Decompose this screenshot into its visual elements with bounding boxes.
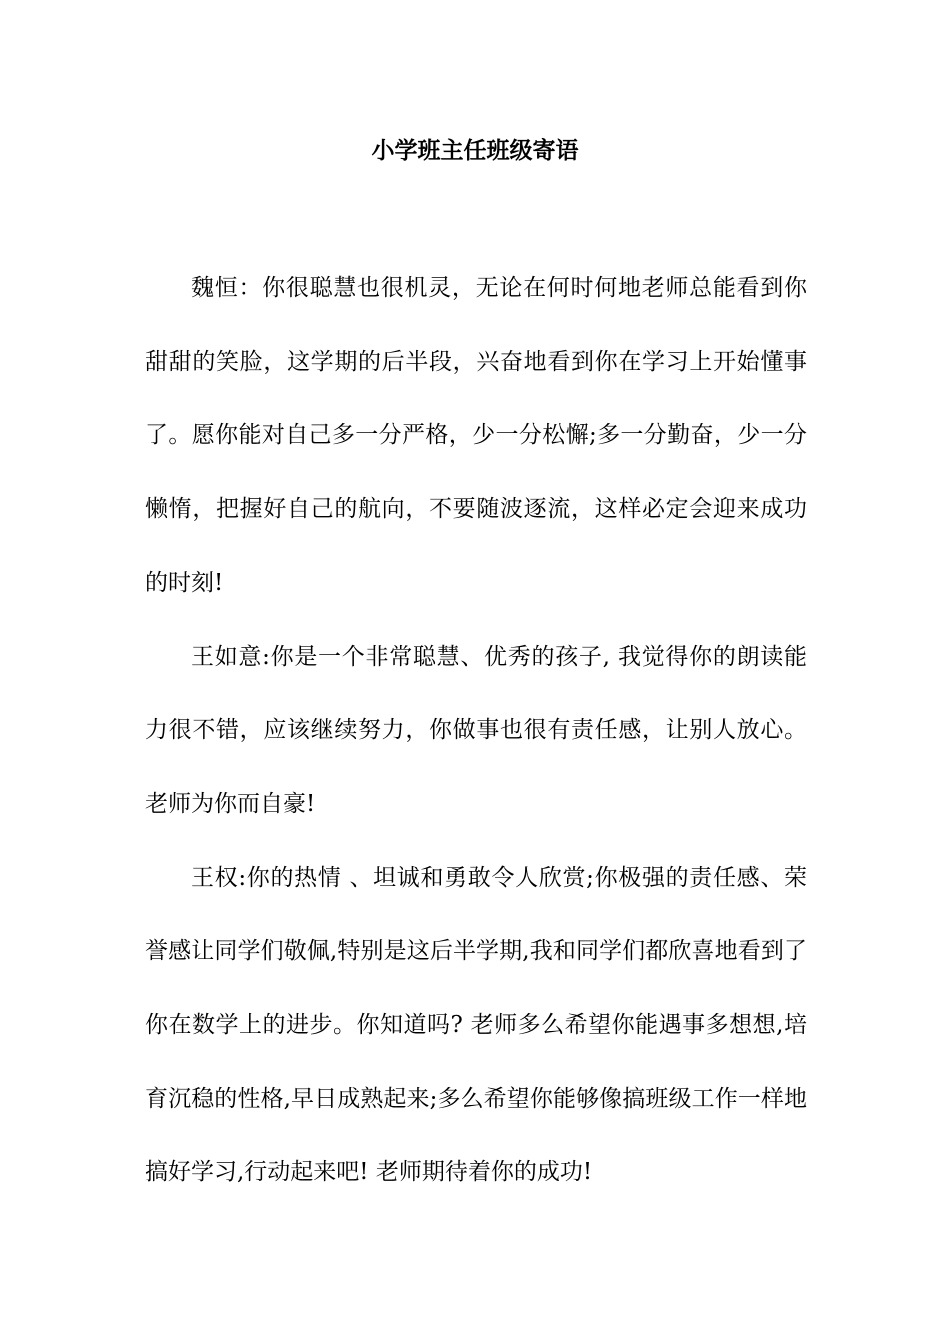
- paragraph-wang-quan: 王权:你的热情 、坦诚和勇敢令人欣赏;你极强的责任感、荣誉感让同学们敬佩,特别是这后半学期,我和同学们都欣喜地看到了你在数学上的进步。你知道吗? 老师多么希望你能遇事多想想,培育沉稳的性格,早日成熟起来;多么希望你能够像搞班级工作一样地搞好学习,行动起来吧! 老师期待着你的成功!: [145, 864, 807, 1186]
- paragraph-wei-heng: 魏恒：你很聪慧也很机灵，无论在何时何地老师总能看到你甜甜的笑脸，这学期的后半段，兴奋地看到你在学习上开始懂事了。愿你能对自己多一分严格，少一分松懈;多一分勤奋，少一分懒惰，把握好自己的航向，不要随波逐流，这样必定会迎来成功的时刻!: [145, 275, 807, 596]
- document-body: [145, 252, 807, 1210]
- document-title: 小学班主任班级寄语: [371, 138, 579, 164]
- paragraph-wang-ruyi: 王如意:你是一个非常聪慧、优秀的孩子, 我觉得你的朗读能力很不错，应该继续努力，你做事也很有责任感，让别人放心。老师为你而自豪!: [145, 643, 807, 817]
